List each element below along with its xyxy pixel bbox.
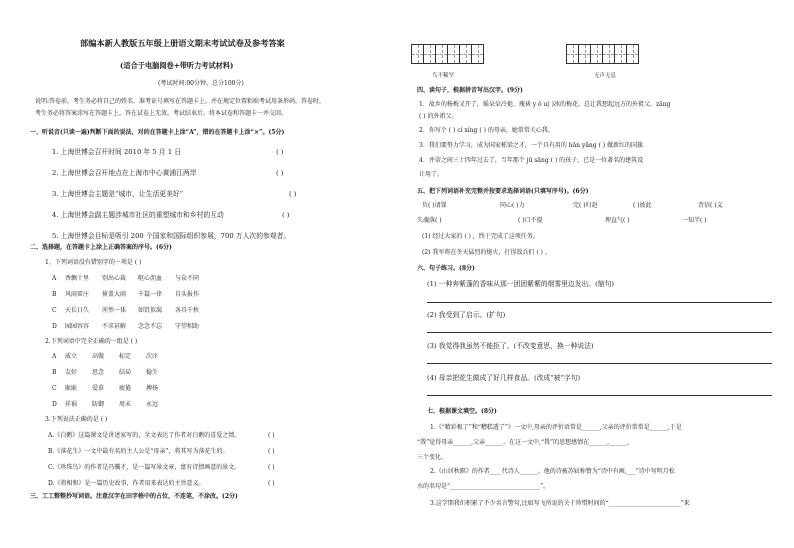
listen-item-1: 1. 上海世博会召开时间 2010 年 5 月 1 日 — [52, 148, 182, 156]
q1-option-word: 别出心裁 — [102, 275, 127, 282]
pinyin-line-1b: ( ) 的外祖父。 — [419, 113, 458, 120]
q1-stem: 1、下列词语没有错别字的一项是 ( ) — [45, 259, 142, 266]
listen-bracket-4[interactable]: ( ) — [282, 211, 290, 219]
copy-grid-2[interactable] — [566, 44, 638, 64]
pinyin-line-2: 2．你写个 ( ) cí xíng ( ) 的母亲，她常常关心我。 — [419, 127, 554, 134]
q3-option-b[interactable]: B.《落花生》一文中最有名的主人公是“母亲”，将其写为落花生的。 — [48, 448, 229, 455]
pinyin-line-1: 1．故乡的杨梅又开了，摇朵朵冷艳、瑰祓 y ǒ u( )冰的梅花，总让我想起远方的外祖父。zāng — [419, 101, 671, 108]
q1-option-word: 念念不忘 — [138, 323, 163, 330]
q2-option-word: 友好 — [65, 369, 78, 376]
idiom-fill-1: (1) 经过大家的 ( ) ，终于完成了这项任务。 — [422, 233, 539, 240]
idiom-fill-2: (2) 我军将在冬天猛烈的炮火，打得敌兵们 ( ) 。 — [422, 249, 551, 256]
idiom-item[interactable]: 完( )归赵 — [573, 202, 598, 209]
section6-heading: 六、句子练习。(8分) — [417, 265, 475, 272]
listen-item-5: 5. 上海世博会目标是吸引 200 个国家和国际组织参展，700 万人次的参观者。 — [52, 232, 291, 240]
q3-option-c[interactable]: C.《珍珠鸟》的作者是冯骥才，是一篇写景文章，富有诗情画意的景文。 — [48, 464, 241, 471]
q1-option-word: 自头报作 — [175, 291, 200, 298]
q3-bracket[interactable]: ( ) — [268, 448, 275, 455]
idiom-item[interactable]: 失魂落( ) — [417, 217, 442, 224]
fill-line-3: 三个变化。 — [417, 454, 448, 461]
idiom-item[interactable]: ( )口不提 — [518, 217, 543, 224]
fill-line-5: 水的名句是“______________________________”。 — [417, 483, 550, 490]
listen-bracket-1[interactable]: ( ) — [276, 148, 284, 156]
q1-option-word: 各具千秋 — [175, 307, 200, 314]
q2-option-word: 爱慕 — [92, 385, 105, 392]
q3-option-a[interactable]: A.《白鹅》这篇课文是讲述家写的，全文表达了作者对白鹅的喜爱之情。 — [48, 432, 241, 439]
idiom-item[interactable]: ( )彼此 — [633, 202, 652, 209]
q3-stem: 3.下列说法正确的是 ( ) — [45, 416, 108, 423]
copy-grid-1[interactable] — [411, 44, 483, 64]
q2-option-word: 祥祸 — [65, 401, 78, 408]
q1-option-letter[interactable]: A — [52, 275, 57, 282]
q2-stem: 2.下列词语中完全正确的一组是 ( ) — [45, 338, 138, 345]
q1-option-word: 香飘十里 — [65, 275, 90, 282]
q3-bracket[interactable]: ( ) — [268, 464, 275, 471]
page-title: 部编本新人教版五年级上册语文期末考试试卷及参考答案 — [80, 38, 285, 48]
q2-option-letter[interactable]: A — [52, 353, 57, 360]
q2-option-word: 稳生 — [146, 369, 159, 376]
idiom-item[interactable]: 一知半( ) — [682, 217, 707, 224]
answer-line[interactable] — [427, 363, 772, 364]
q3-bracket[interactable]: ( ) — [268, 480, 275, 487]
q1-option-word: 倚盖大雨 — [102, 291, 127, 298]
answer-line[interactable] — [427, 332, 772, 333]
copy-grid-1-caption: 鸟不稀罕 — [432, 73, 455, 79]
section5-heading: 五、把下列词语补充完整并按要求选择词语(只填写序号)。(6分) — [417, 188, 589, 195]
q2-option-letter[interactable]: C — [52, 385, 57, 392]
q2-option-word: 周末 — [119, 401, 132, 408]
q2-option-word: 次序 — [146, 353, 159, 360]
q1-option-word: 浑然一体 — [102, 307, 127, 314]
listen-item-4: 4. 上海世博会副主题涉城市社区的重塑城市和乡村的互动 — [52, 211, 224, 219]
q2-option-letter[interactable]: B — [52, 369, 57, 376]
fill-line-6: 3.这学期我们积累了不少名言警句,比如写飞所说的关于珍惜时间的“________________________”来 — [430, 500, 690, 507]
fill-line-1: 1.《“精彩极了”和“糟糕透了”》一文中,母亲的评价语常是______,父亲的评价常常是______,于是 — [430, 424, 682, 431]
answer-line[interactable] — [427, 395, 772, 396]
sentence-task-3: (3) 我觉得我虽然不能拒了。(不改变意思，换一种说法) — [427, 342, 594, 350]
q1-option-word: 与众不同 — [175, 275, 200, 282]
listen-item-2: 2. 上海世博会召开地点在上海市中心黄浦江两岸 — [52, 169, 197, 177]
q1-option-word: 不求甚解 — [102, 323, 127, 330]
section3-heading: 三、工工整整抄写词语。注意汉字在田字格中的占位，不连笔，不涂改。(2分) — [30, 493, 238, 500]
q1-option-letter[interactable]: C — [52, 307, 57, 314]
q2-option-word: 耿耿 — [65, 385, 78, 392]
q1-option-word: 风雨雷庄 — [65, 291, 90, 298]
section4-heading: 四、读句子，根据拼音写出汉字。(9分) — [417, 87, 523, 94]
q2-option-word: 标定 — [119, 353, 132, 360]
notice-line-2: 考生务必将答案涂写在答题卡上，答在试卷上无效。考试结束后，将本试卷和答题卡一并交回。 — [35, 110, 288, 117]
q2-option-word: 疲倦 — [119, 385, 132, 392]
grid-cell[interactable] — [626, 44, 639, 64]
q2-option-word: 高傲 — [92, 353, 105, 360]
q1-option-word: 呕心沥血 — [138, 275, 163, 282]
idiom-item[interactable]: 背信( )义 — [698, 202, 723, 209]
section7-heading: 七、根据课文填空。(8分) — [427, 408, 497, 415]
page-subtitle: (适合于电脑阅卷+带听力考试材料) — [120, 61, 234, 70]
exam-info: (考试时间:90分钟，总分100分) — [158, 80, 244, 87]
sentence-task-4: (4) 母亲把花生做成了好几样食品。(改成“被”字句) — [427, 374, 581, 382]
grid-cell[interactable] — [471, 44, 484, 64]
pinyin-line-3: 3．我们要努力学习，成为国家栋梁之才，一个具有用的 hān yǎng ( ) 做新红的国旗 — [419, 142, 644, 149]
q2-option-word: 防御 — [92, 401, 105, 408]
q1-option-word: 天长日久 — [65, 307, 90, 314]
q2-option-word: 搏扬 — [146, 385, 159, 392]
section2-heading: 二、选择题，在答题卡上涂上正确答案的序号。(6分) — [30, 244, 172, 251]
idiom-item[interactable]: 负( )请罪 — [422, 202, 447, 209]
fill-line-4: 2.《山居秋暝》的作者____代诗人______。他的诗被苏轼称赞为“诗中有画,___”诗中写明月松 — [430, 468, 675, 475]
listen-bracket-3[interactable]: ( ) — [289, 190, 297, 198]
idiom-item[interactable]: 同心( )力 — [500, 202, 525, 209]
q2-option-letter[interactable]: D — [52, 401, 57, 408]
idiom-item[interactable]: 理直气( ) — [605, 217, 630, 224]
q3-bracket[interactable]: ( ) — [268, 432, 275, 439]
pinyin-line-4: 4．并蒂之间三十四年过去了，当年那个 jū sāng ( ) 的孩子，已是一位著名的建筑设 — [419, 157, 644, 164]
sentence-task-2: (2) 我受到了启示。(扩句) — [427, 311, 506, 319]
pinyin-line-4b: 计用了。 — [419, 171, 444, 178]
notice-line-1: 说明:答卷前，考生务必将自己的姓名、准考证号填写在答题卡上，并在规定位置粘贴考试用条形码。答卷时， — [35, 98, 326, 105]
q1-option-letter[interactable]: D — [52, 323, 57, 330]
q2-option-word: 威立 — [65, 353, 78, 360]
q1-option-word: 守望相助 — [175, 323, 200, 330]
q1-option-word: 千篇一律 — [138, 291, 163, 298]
q3-option-d[interactable]: D.《将相和》是一篇历史故事，作者用来表达的主旨意义。 — [48, 480, 205, 487]
q1-option-word: 园园容容 — [65, 323, 90, 330]
sentence-task-1: (1) 一种奔紫蓬的香味从那一团团紫紫的烟雾里边发出。(缩句) — [427, 280, 615, 288]
listen-item-3: 3. 上海世博会主题是“城市，让生活更美好” — [52, 190, 184, 198]
copy-grid-2-caption: 无声无息 — [594, 73, 617, 79]
fill-line-2: “我”觉得母亲______,父亲______。在这一文中,“我”的思想感情在______,______, — [417, 439, 629, 446]
answer-line[interactable] — [427, 302, 772, 303]
section1-heading: 一、听说音(只读一遍)判断下面的说法，对的在答题卡上涂“A”，错的在答题卡上涂“×”。(5分) — [30, 129, 285, 136]
q1-option-word: 如饥似渴 — [138, 307, 163, 314]
q1-option-letter[interactable]: B — [52, 291, 57, 298]
q2-option-word: 永远 — [146, 401, 159, 408]
q2-option-word: 思念 — [92, 369, 105, 376]
q2-option-word: 结局 — [119, 369, 132, 376]
listen-bracket-2[interactable]: ( ) — [276, 169, 284, 177]
